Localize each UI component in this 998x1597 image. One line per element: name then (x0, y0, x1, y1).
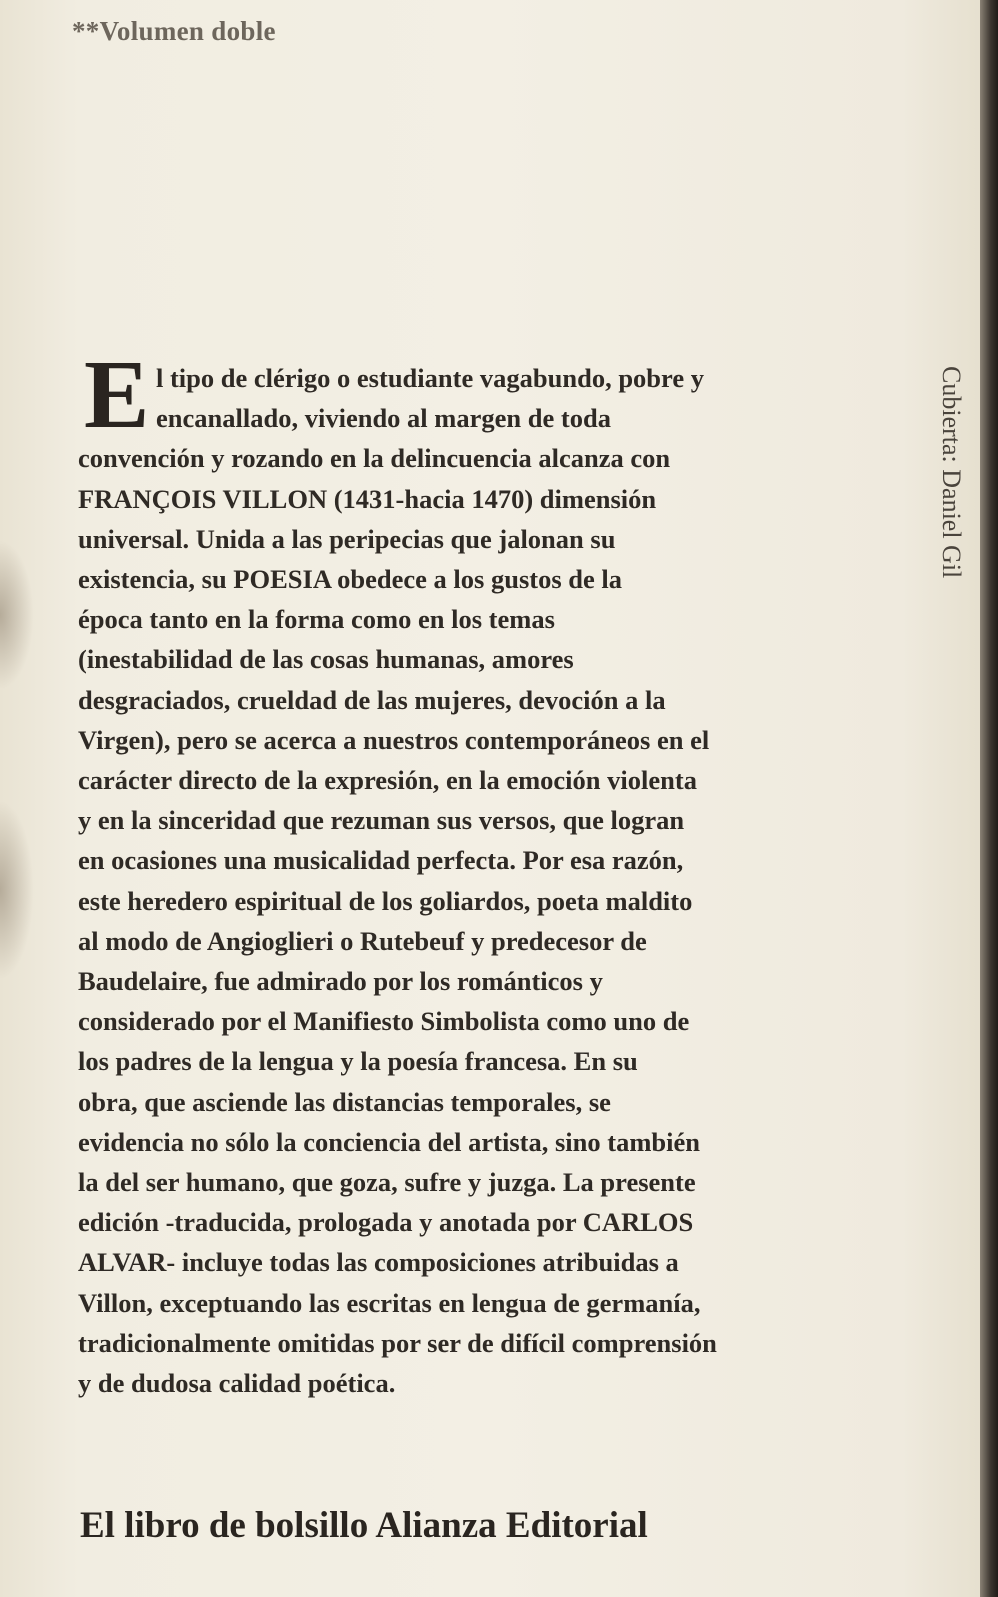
cover-credit: Cubierta: Daniel Gil (937, 366, 966, 579)
blurb-line: Virgen), pero se acerca a nuestros contemporáneos en el (78, 724, 710, 755)
blurb-line: desgraciados, crueldad de las mujeres, devoción a la (78, 684, 666, 715)
drop-cap-letter: E (84, 341, 150, 449)
blurb-line: l tipo de clérigo o estudiante vagabundo, pobre y (156, 363, 704, 393)
blurb-line: Villon, exceptuando las escritas en lengua de germanía, (78, 1287, 701, 1318)
series-note: **Volumen doble (72, 16, 276, 46)
blurb-line: la del ser humano, que goza, sufre y juzga. La presente (78, 1167, 696, 1198)
blurb-line: edición -traducida, prologada y anotada por CARLOS (78, 1207, 694, 1238)
blurb-line: considerado por el Manifiesto Simbolista como uno de (78, 1006, 690, 1037)
blurb-text (78, 358, 808, 1403)
page-shadow-upper (0, 540, 34, 690)
blurb-line: época tanto en la forma como en los temas (78, 604, 555, 635)
blurb-line: encanallado, viviendo al margen de toda (156, 403, 611, 434)
blurb-line: Baudelaire, fue admirado por los románticos y (78, 966, 603, 997)
blurb-line: evidencia no sólo la conciencia del artista, sino también (78, 1126, 700, 1157)
blurb-line: en ocasiones una musicalidad perfecta. Por esa razón, (78, 845, 684, 876)
publisher-imprint: El libro de bolsillo Alianza Editorial (80, 1505, 648, 1546)
blurb-line: tradicionalmente omitidas por ser de difícil comprensión (78, 1327, 717, 1358)
blurb-line: y de dudosa calidad poética. (78, 1368, 396, 1399)
blurb-line: y en la sinceridad que rezuman sus versos, que logran (78, 805, 685, 836)
blurb-line: carácter directo de la expresión, en la emoción violenta (78, 765, 697, 796)
blurb-line: ALVAR- incluye todas las composiciones atribuidas a (78, 1247, 679, 1278)
blurb-line: este heredero espiritual de los goliardos, poeta maldito (78, 885, 693, 916)
blurb-line: convención y rozando en la delincuencia alcanza con (78, 443, 671, 474)
blurb-line: (inestabilidad de las cosas humanas, amores (78, 644, 574, 675)
blurb-line: FRANÇOIS VILLON (1431-hacia 1470) dimensión (78, 483, 657, 514)
page-shadow-lower (0, 800, 34, 980)
blurb-line: universal. Unida a las peripecias que jalonan su (78, 523, 616, 554)
blurb-line: existencia, su POESIA obedece a los gustos de la (78, 564, 623, 595)
blurb-line: los padres de la lengua y la poesía francesa. En su (78, 1046, 638, 1077)
blurb-line: obra, que asciende las distancias temporales, se (78, 1086, 611, 1117)
book-edge (980, 0, 998, 1597)
blurb-line: al modo de Angioglieri o Rutebeuf y predecesor de (78, 925, 647, 956)
